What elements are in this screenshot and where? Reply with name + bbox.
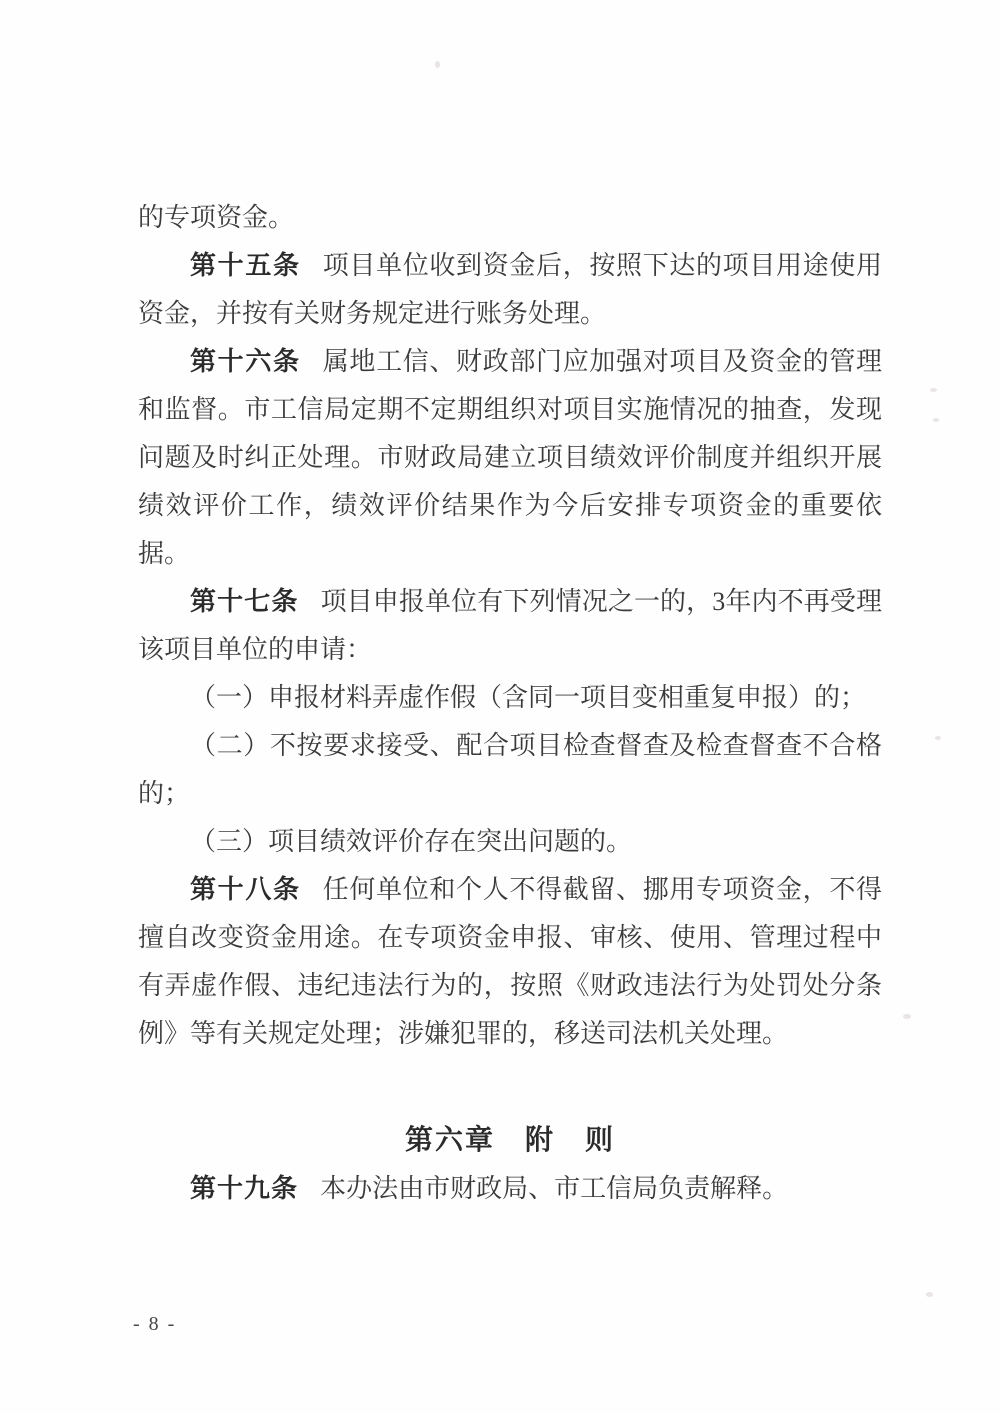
article-number-label: 第十五条 (190, 251, 301, 280)
scan-speck (903, 1014, 911, 1019)
scan-speck (930, 388, 937, 392)
scan-speck (933, 418, 939, 422)
paragraph-text: 项目申报单位有下列情况之一的，3年内不再受理该项目单位的申请： (138, 587, 882, 664)
article-17-paragraph (138, 578, 882, 674)
scan-speck (926, 1292, 933, 1297)
paragraph-text: 属地工信、财政部门应加强对项目及资金的管理和监督。市工信局定期不定期组织对项目实施情况的抽查，发现问题及时纠正处理。市财政局建立项目绩效评价制度并组织开展绩效评价工作，绩效评价结果作为今后安排专项资金的重要依据。 (138, 347, 882, 568)
list-item-1 (138, 674, 882, 722)
article-16-paragraph (138, 338, 882, 578)
paragraph-text: 任何单位和个人不得截留、挪用专项资金，不得擅自改变资金用途。在专项资金申报、审核、使用、管理过程中有弄虚作假、违纪违法行为的，按照《财政违法行为处罚处分条例》等有关规定处理；涉嫌犯罪的，移送司法机关处理。 (138, 875, 882, 1048)
paragraph-text: 本办法由市财政局、市工信局负责解释。 (320, 1174, 789, 1203)
list-item-2 (138, 722, 882, 818)
paragraph-text: （三）项目绩效评价存在突出问题的。 (190, 827, 633, 856)
scan-speck (435, 61, 440, 68)
chapter-heading: 第六章 附 则 (404, 1125, 615, 1156)
article-18-paragraph (138, 866, 882, 1058)
page-number: - 8 - (133, 1313, 177, 1335)
article-19-paragraph (138, 1165, 882, 1213)
paragraph-continuation (138, 194, 882, 242)
article-15-paragraph (138, 242, 882, 338)
paragraph-text: （一）申报材料弄虚作假（含同一项目变相重复申报）的； (190, 683, 867, 712)
list-item-3 (138, 818, 882, 866)
paragraph-text: 项目单位收到资金后，按照下达的项目用途使用资金，并按有关财务规定进行账务处理。 (138, 251, 882, 328)
scan-speck (935, 736, 941, 740)
document-body (138, 194, 882, 1213)
article-number-label: 第十九条 (190, 1174, 299, 1203)
article-number-label: 第十七条 (190, 587, 299, 616)
article-number-label: 第十六条 (190, 347, 301, 376)
paragraph-text: 的专项资金。 (138, 203, 295, 232)
paragraph-text: （二）不按要求接受、配合项目检查督查及检查督查不合格的； (138, 731, 882, 808)
article-number-label: 第十八条 (190, 875, 301, 904)
